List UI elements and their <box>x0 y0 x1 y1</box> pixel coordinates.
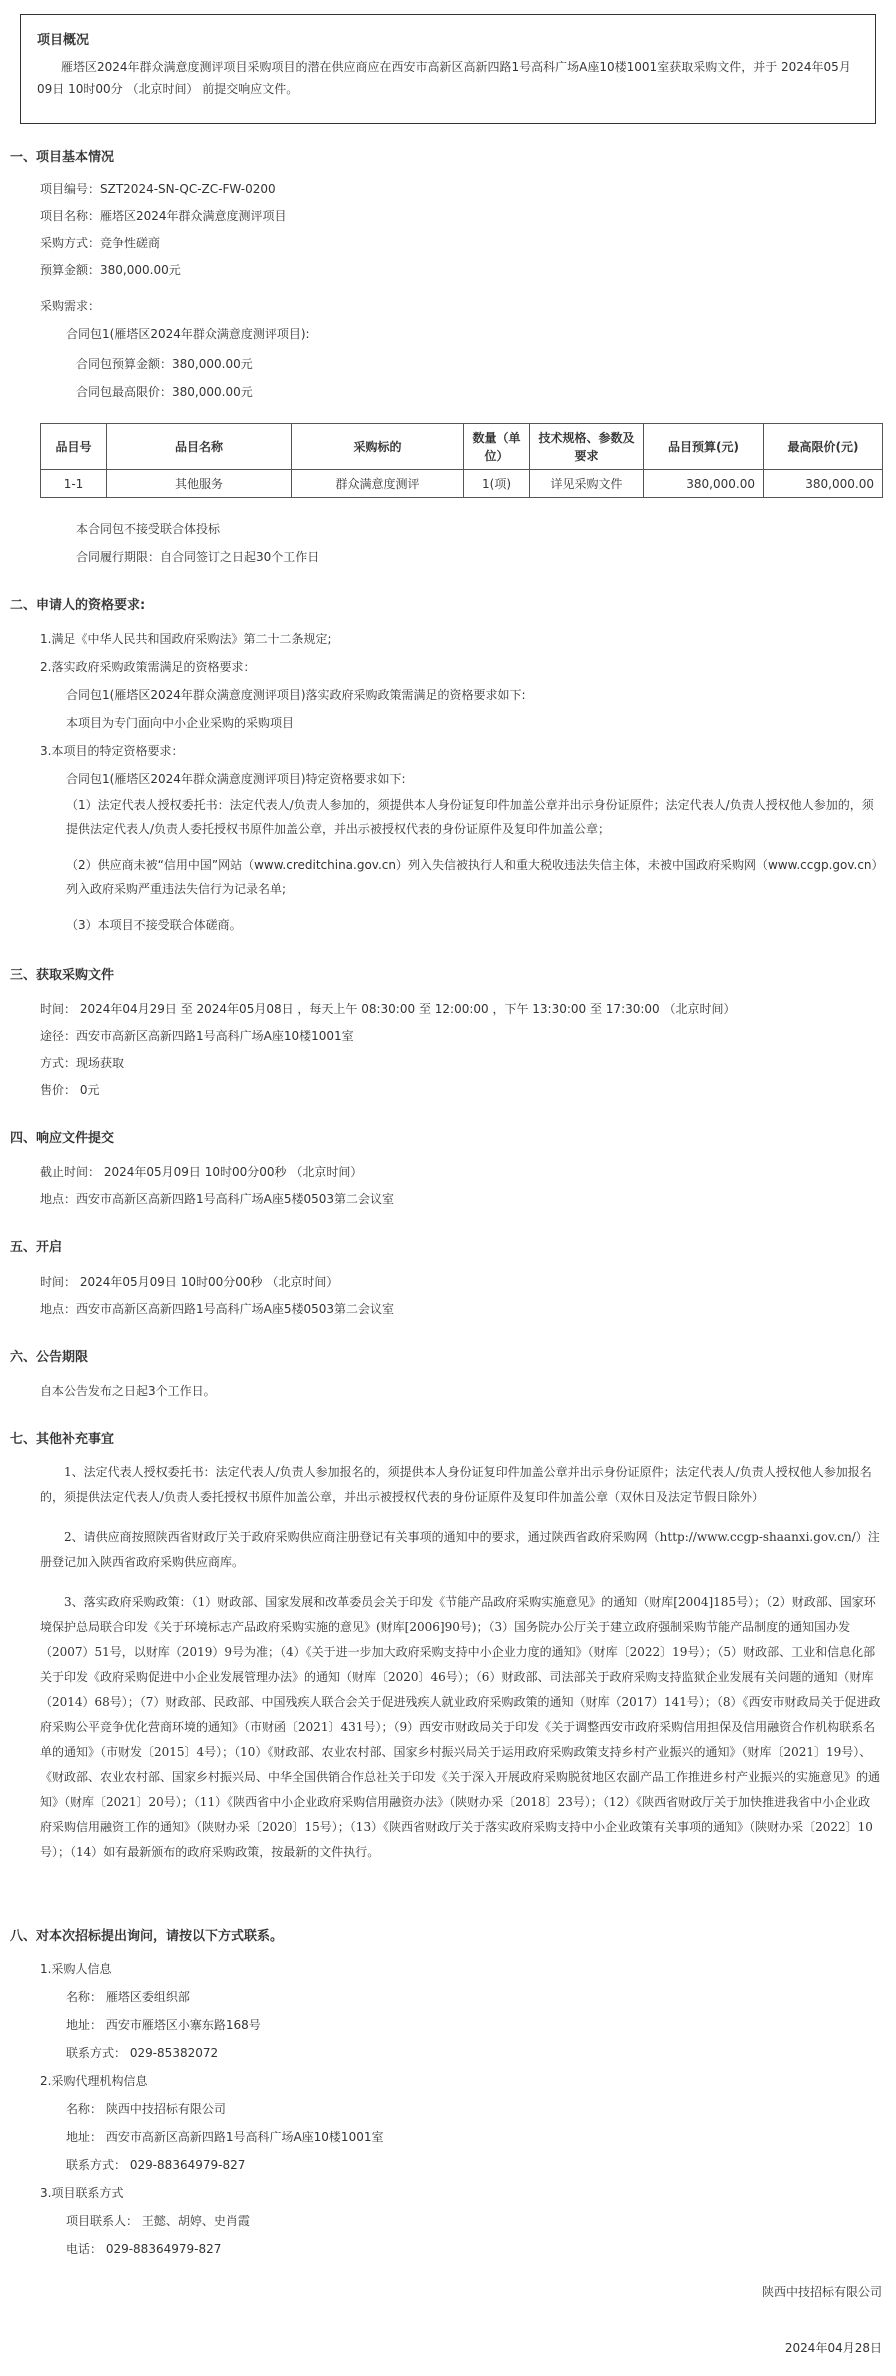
column-header: 数量（单位） <box>464 424 530 470</box>
opening-place: 地点：西安市高新区高新四路1号高科广场A座5楼0503第二会议室 <box>40 1302 395 1316</box>
project-name: 项目名称：雁塔区2024年群众满意度测评项目 <box>40 209 287 223</box>
opening-time: 时间： 2024年05月09日 10时00分00秒 （北京时间） <box>40 1275 339 1289</box>
overview-title: 项目概况 <box>37 33 90 48</box>
qualification-2-sme: 本项目为专门面向中小企业采购的采购项目 <box>66 716 295 730</box>
overview-body: 雁塔区2024年群众满意度测评项目采购项目的潜在供应商应在西安市高新区高新四路1号高科广场A座10楼1001室获取采购文件，并于 2024年05月09日 10时00分 （北京时间） 前提交响应文件。 <box>37 60 851 96</box>
section-3-title: 三、获取采购文件 <box>10 968 115 983</box>
agency-info-title: 2.采购代理机构信息 <box>40 2074 148 2088</box>
procurement-method: 采购方式：竞争性磋商 <box>40 236 161 250</box>
table-header-row <box>41 424 883 470</box>
section-4-title: 四、响应文件提交 <box>10 1131 115 1146</box>
contract-package: 合同包1(雁塔区2024年群众满意度测评项目): <box>66 327 310 341</box>
table-cell: 380,000.00 <box>644 470 764 498</box>
section-6-title: 六、公告期限 <box>10 1350 89 1365</box>
buyer-info-title: 1.采购人信息 <box>40 1962 112 1976</box>
column-header: 技术规格、参数及要求 <box>530 424 644 470</box>
budget-amount: 预算金额：380,000.00元 <box>40 263 181 277</box>
table-cell: 1(项) <box>464 470 530 498</box>
footer-company: 陕西中技招标有限公司 <box>761 2285 882 2299</box>
qualification-2-package: 合同包1(雁塔区2024年群众满意度测评项目)落实政府采购政策需满足的资格要求如下: <box>66 688 526 702</box>
submission-place: 地点：西安市高新区高新四路1号高科广场A座5楼0503第二会议室 <box>40 1192 395 1206</box>
footer-date: 2024年04月28日 <box>784 2341 882 2355</box>
section-2-title: 二、申请人的资格要求: <box>10 598 146 613</box>
section-5-title: 五、开启 <box>10 1240 63 1255</box>
announcement-period: 自本公告发布之日起3个工作日。 <box>40 1384 216 1398</box>
agency-phone: 联系方式： 029-88364979-827 <box>66 2158 246 2172</box>
contact-person: 项目联系人： 王懿、胡婷、史肖霞 <box>66 2214 250 2228</box>
table-cell: 380,000.00 <box>764 470 883 498</box>
buyer-name: 名称： 雁塔区委组织部 <box>66 1990 190 2004</box>
contact-phone: 电话： 029-88364979-827 <box>66 2242 222 2256</box>
acquire-place: 途径：西安市高新区高新四路1号高科广场A座10楼1001室 <box>40 1029 354 1043</box>
column-header: 品目预算(元) <box>644 424 764 470</box>
table-row <box>41 470 883 498</box>
column-header: 采购标的 <box>292 424 464 470</box>
package-budget: 合同包预算金额：380,000.00元 <box>76 357 253 371</box>
section-7-title: 七、其他补充事宜 <box>10 1432 115 1447</box>
qualification-1: 1.满足《中华人民共和国政府采购法》第二十二条规定; <box>40 632 332 646</box>
document-price: 售价： 0元 <box>40 1083 100 1097</box>
qualification-3-item-3: （3）本项目不接受联合体磋商。 <box>66 918 242 932</box>
acquire-time: 时间： 2024年04月29日 至 2024年05月08日 ，每天上午 08:30:00 至 12:00:00 ，下午 13:30:00 至 17:30:00 （北京时间） <box>40 1002 736 1016</box>
procurement-demand: 采购需求： <box>40 299 101 313</box>
section-8-title: 八、对本次招标提出询问，请按以下方式联系。 <box>10 1929 284 1944</box>
buyer-phone: 联系方式： 029-85382072 <box>66 2046 219 2060</box>
qualification-3-item-1: （1）法定代表人授权委托书：法定代表人/负责人参加的，须提供本人身份证复印件加盖公章并出示身份证原件；法定代表人/负责人授权他人参加的，须提供法定代表人/负责人委托授权书原件加盖公章，并出示被授权代表的身份证原件及复印件加盖公章； <box>66 798 874 836</box>
project-overview-box <box>20 14 876 124</box>
table-cell: 1-1 <box>41 470 107 498</box>
column-header: 品目名称 <box>107 424 292 470</box>
contact-info-title: 3.项目联系方式 <box>40 2186 124 2200</box>
table-cell: 其他服务 <box>107 470 292 498</box>
qualification-3: 3.本项目的特定资格要求： <box>40 744 184 758</box>
project-number: 项目编号：SZT2024-SN-QC-ZC-FW-0200 <box>40 182 276 196</box>
qualification-3-package: 合同包1(雁塔区2024年群众满意度测评项目)特定资格要求如下: <box>66 772 406 786</box>
items-table <box>40 423 883 498</box>
agency-address: 地址： 西安市高新区高新四路1号高科广场A座10楼1001室 <box>66 2130 384 2144</box>
supplement-3-policies: 3、落实政府采购政策：（1）财政部、国家发展和改革委员会关于印发《节能产品政府采购实施意见》的通知（财库[2004]185号）；（2）财政部、国家环境保护总局联合印发《关于环境标志产品政府采购实施的意见》(财库[2006]90号)；（3）国务院办公厅关于建立政府强制采购节能产品制度的通知国办发（2007）51号，以财库（2019）9号为准；（4）《关于进一步加大政府采购支持中小企业力度的通知》（财库〔2022〕19号）；（5）财政部、工业和信息化部关于印发《政府采购促进中小企业发展管理办法》的通知（财库〔2020〕46号）；（6）财政部、司法部关于政府采购支持监狱企业发展有关问题的通知（财库（2014）68号）；（7）财政部、民政部、中国残疾人联合会关于促进残疾人就业政府采购政策的通知（财库（2017）141号）；（8）《西安市财政局关于促进政府采购公平竞争优化营商环境的通知》（市财函〔2021〕431号）；（9）西安市财政局关于印发《关于调整西安市政府采购信用担保及信用融资合作机构联系名单的通知》（市财发〔2015〕4号）；（10）《财政部、农业农村部、国家乡村振兴局关于运用政府采购政策支持乡村产业振兴的通知》（财库〔2021〕19号）、《财政部、农业农村部、国家乡村振兴局、中华全国供销合作总社关于印发《关于深入开展政府采购脱贫地区农副产品工作推进乡村产业振兴的实施意见》的通知》（财库〔2021〕20号）；（11）《陕西省中小企业政府采购信用融资办法》（陕财办采〔2018〕23号）；（12）《陕西省财政厅关于加快推进我省中小企业政府采购信用融资工作的通知》（陕财办采〔2020〕15号）；（13）《陕西省财政厅关于落实政府采购支持中小企业政策有关事项的通知》（陕财办采〔2022〕10号）；（14）如有最新颁布的政府采购政策，按最新的文件执行。 <box>40 1595 881 1859</box>
submission-deadline: 截止时间： 2024年05月09日 10时00分00秒 （北京时间） <box>40 1165 363 1179</box>
agency-name: 名称： 陕西中技招标有限公司 <box>66 2102 226 2116</box>
qualification-3-item-2: （2）供应商未被“信用中国”网站（www.creditchina.gov.cn）列入失信被执行人和重大税收违法失信主体，未被中国政府采购网（www.ccgp.gov.cn）列入政府采购严重违法失信行为记录名单; <box>66 858 878 896</box>
acquire-method: 方式：现场获取 <box>40 1056 125 1070</box>
column-header: 最高限价(元) <box>764 424 883 470</box>
no-consortium-note: 本合同包不接受联合体投标 <box>76 522 221 536</box>
qualification-2: 2.落实政府采购政策需满足的资格要求： <box>40 660 256 674</box>
supplement-2: 2、请供应商按照陕西省财政厅关于政府采购供应商注册登记有关事项的通知中的要求，通过陕西省政府采购网（http://www.ccgp-shaanxi.gov.cn/）注册登记加入陕西省政府采购供应商库。 <box>40 1530 880 1569</box>
supplement-1: 1、法定代表人授权委托书：法定代表人/负责人参加报名的，须提供本人身份证复印件加盖公章并出示身份证原件；法定代表人/负责人授权他人参加报名的，须提供法定代表人/负责人委托授权书原件加盖公章，并出示被授权代表的身份证原件及复印件加盖公章（双休日及法定节假日除外） <box>40 1465 872 1504</box>
package-max-price: 合同包最高限价：380,000.00元 <box>76 385 253 399</box>
buyer-address: 地址： 西安市雁塔区小寨东路168号 <box>66 2018 261 2032</box>
contract-period: 合同履行期限：自合同签订之日起30个工作日 <box>76 550 320 564</box>
section-1-title: 一、项目基本情况 <box>10 150 115 165</box>
column-header: 品目号 <box>41 424 107 470</box>
table-cell: 群众满意度测评 <box>292 470 464 498</box>
table-cell: 详见采购文件 <box>530 470 644 498</box>
